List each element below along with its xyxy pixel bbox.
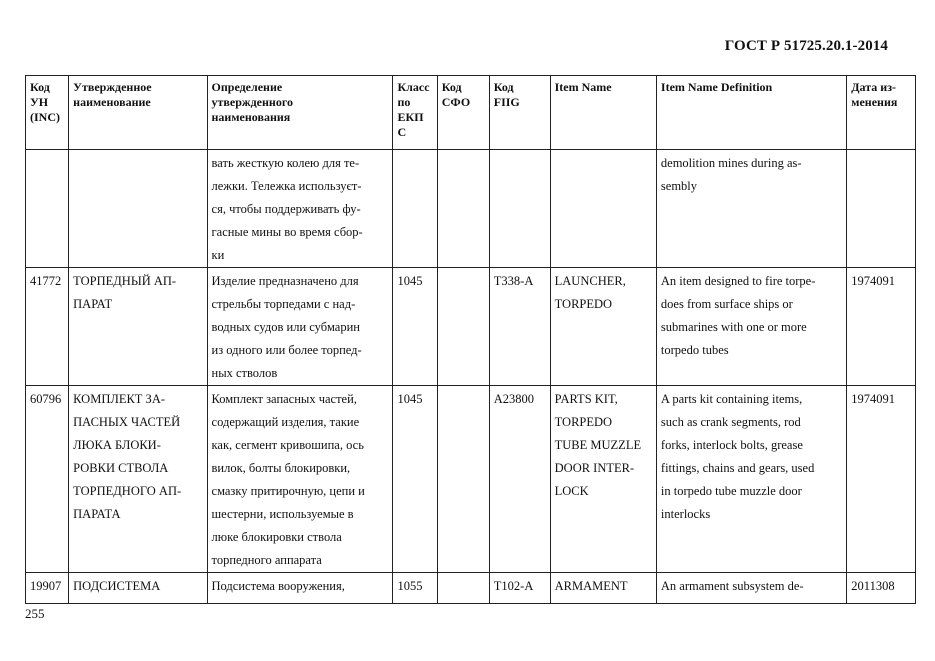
- text-line: ных стволов: [211, 366, 278, 380]
- table-row: [26, 573, 916, 604]
- cell-item-name: [550, 268, 656, 386]
- cell-date: [847, 150, 916, 268]
- text-line: ЕКП: [397, 110, 424, 124]
- text-line: гасные мины во время сбор-: [211, 225, 363, 239]
- text-line: Подсистема вооружения,: [211, 579, 345, 593]
- cell-fiig: [489, 150, 550, 268]
- text-line: such as crank segments, rod: [660, 415, 801, 429]
- table-row: [26, 386, 916, 573]
- text-line: Утвержденное: [73, 80, 152, 94]
- cell-inc: [26, 150, 69, 268]
- cell-fiig: A23800: [489, 386, 550, 573]
- header-fiig: [489, 76, 550, 150]
- text-line: interlocks: [660, 507, 711, 521]
- text-line: Определение: [211, 80, 283, 94]
- cell-item-name: [550, 573, 656, 604]
- text-line: КОМПЛЕКТ ЗА-: [73, 392, 166, 406]
- text-line: ся, чтобы поддерживать фу-: [211, 202, 361, 216]
- text-line: вать жесткую колею для те-: [211, 156, 360, 170]
- cell-approved-name: [69, 573, 207, 604]
- cell-sfo: [437, 268, 489, 386]
- text-line: forks, interlock bolts, grease: [660, 438, 803, 452]
- table-header: [26, 76, 916, 150]
- text-line: ЛЮКА БЛОКИ-: [73, 438, 161, 452]
- cell-fiig: T338-A: [489, 268, 550, 386]
- cell-approved-name: [69, 386, 207, 573]
- page-number: 255: [25, 606, 45, 621]
- text-line: вилок, болты блокировки,: [211, 461, 351, 475]
- cell-item-name-definition: [656, 150, 846, 268]
- text-line: demolition mines during as-: [660, 156, 802, 170]
- text-line: torpedo tubes: [660, 343, 729, 357]
- text-line: A parts kit containing items,: [660, 392, 803, 406]
- text-line: DOOR INTER-: [554, 461, 635, 475]
- cell-definition: [207, 386, 393, 573]
- cell-approved-name: [69, 150, 207, 268]
- header-definition: [207, 76, 393, 150]
- text-line: ПОДСИСТЕМА: [73, 579, 161, 593]
- cell-fiig: T102-A: [489, 573, 550, 604]
- text-line: ПАРАТ: [73, 297, 113, 311]
- text-line: смазку притирочную, цепи и: [211, 484, 365, 498]
- text-line: из одного или более торпед-: [211, 343, 362, 357]
- table-row: [26, 268, 916, 386]
- text-line: Комплект запасных частей,: [211, 392, 357, 406]
- cell-definition: [207, 268, 393, 386]
- text-line: шестерни, используемые в: [211, 507, 354, 521]
- text-line: Код: [441, 80, 462, 94]
- cell-item-name-definition: [656, 268, 846, 386]
- cell-class: 1055: [393, 573, 437, 604]
- text-line: ПАСНЫХ ЧАСТЕЙ: [73, 415, 181, 429]
- text-line: С: [397, 125, 407, 139]
- text-line: TORPEDO: [554, 297, 613, 311]
- cell-approved-name: [69, 268, 207, 386]
- text-line: PARTS KIT,: [554, 392, 618, 406]
- header-inc: [26, 76, 69, 150]
- cell-inc: 41772: [26, 268, 69, 386]
- header-item-name: [550, 76, 656, 150]
- text-line: FIIG: [493, 95, 520, 109]
- catalog-table: [25, 75, 916, 604]
- text-line: LOCK: [554, 484, 589, 498]
- text-line: Изделие предназначено для: [211, 274, 359, 288]
- text-line: fittings, chains and gears, used: [660, 461, 815, 475]
- cell-class: [393, 150, 437, 268]
- text-line: наименование: [73, 95, 151, 109]
- cell-sfo: [437, 386, 489, 573]
- header-class: [393, 76, 437, 150]
- text-line: ARMAMENT: [554, 579, 628, 593]
- text-line: Код: [30, 80, 50, 94]
- text-line: in torpedo tube muzzle door: [660, 484, 802, 498]
- text-line: An item designed to fire torpe-: [660, 274, 816, 288]
- text-line: Item Name: [554, 80, 612, 94]
- text-line: (INC): [30, 110, 60, 124]
- text-line: submarines with one or more: [660, 320, 807, 334]
- cell-item-name-definition: [656, 386, 846, 573]
- cell-sfo: [437, 150, 489, 268]
- cell-item-name: [550, 150, 656, 268]
- cell-sfo: [437, 573, 489, 604]
- text-line: ТОРПЕДНОГО АП-: [73, 484, 182, 498]
- text-line: TUBE MUZZLE: [554, 438, 642, 452]
- header-approved-name: [69, 76, 207, 150]
- text-line: содержащий изделия, такие: [211, 415, 360, 429]
- cell-class: 1045: [393, 268, 437, 386]
- cell-definition: [207, 150, 393, 268]
- text-line: An armament subsystem de-: [660, 579, 804, 593]
- text-line: водных судов или субмарин: [211, 320, 360, 334]
- text-line: LAUNCHER,: [554, 274, 626, 288]
- text-line: люке блокировки ствола: [211, 530, 342, 544]
- cell-date: 1974091: [847, 268, 916, 386]
- text-line: РОВКИ СТВОЛА: [73, 461, 169, 475]
- cell-item-name: [550, 386, 656, 573]
- text-line: Item Name Definition: [660, 80, 773, 94]
- cell-date: 1974091: [847, 386, 916, 573]
- text-line: TORPEDO: [554, 415, 613, 429]
- text-line: утвержденного: [211, 95, 293, 109]
- table-row: [26, 150, 916, 268]
- text-line: менения: [851, 95, 898, 109]
- cell-inc: 19907: [26, 573, 69, 604]
- text-line: СФО: [441, 95, 471, 109]
- document-standard-number: ГОСТ Р 51725.20.1-2014: [724, 38, 888, 54]
- text-line: does from surface ships or: [660, 297, 793, 311]
- text-line: ТОРПЕДНЫЙ АП-: [73, 274, 177, 288]
- text-line: по: [397, 95, 411, 109]
- cell-definition: [207, 573, 393, 604]
- header-date-changed: [847, 76, 916, 150]
- text-line: Класс: [397, 80, 430, 94]
- text-line: Дата из-: [851, 80, 897, 94]
- text-line: как, сегмент кривошипа, ось: [211, 438, 364, 452]
- text-line: ПАРАТА: [73, 507, 121, 521]
- text-line: наименования: [211, 110, 291, 124]
- cell-date: 2011308: [847, 573, 916, 604]
- cell-class: 1045: [393, 386, 437, 573]
- text-line: ки: [211, 248, 225, 262]
- text-line: sembly: [660, 179, 698, 193]
- header-sfo: [437, 76, 489, 150]
- text-line: стрельбы торпедами с над-: [211, 297, 356, 311]
- text-line: Код: [493, 80, 514, 94]
- text-line: торпедного аппарата: [211, 553, 322, 567]
- cell-inc: 60796: [26, 386, 69, 573]
- cell-item-name-definition: [656, 573, 846, 604]
- text-line: УН: [30, 95, 49, 109]
- header-item-name-definition: [656, 76, 846, 150]
- text-line: лежки. Тележка используєт-: [211, 179, 362, 193]
